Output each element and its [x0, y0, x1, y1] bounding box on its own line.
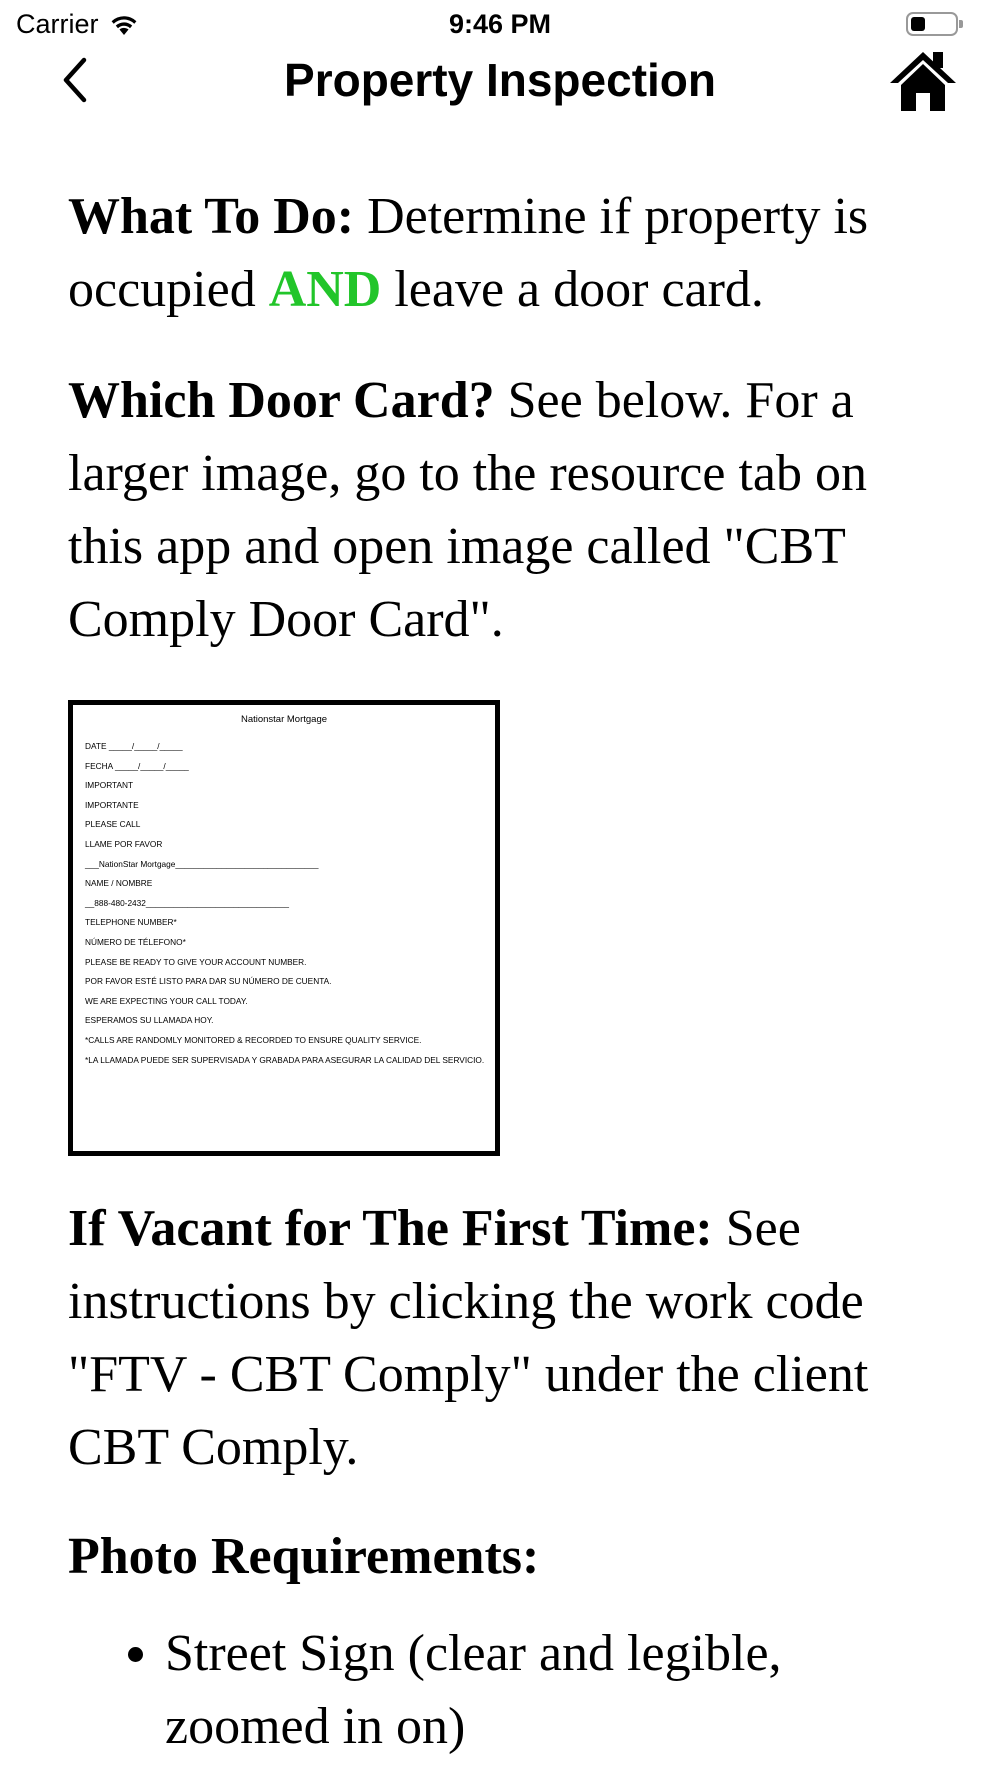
what-to-do-text: Determine if property is occupied: [68, 188, 869, 318]
which-door-card-paragraph: [68, 364, 948, 656]
what-to-do-heading: What To Do:: [68, 188, 355, 245]
page-title: Property Inspection: [284, 54, 716, 106]
door-card-line: TELEPHONE NUMBER*: [85, 917, 177, 928]
carrier-label: Carrier: [16, 9, 99, 39]
photo-requirements-list: [68, 1617, 948, 1763]
door-card-line: PLEASE CALL: [85, 819, 141, 830]
door-card-line: LLAME POR FAVOR: [85, 838, 163, 849]
photo-requirements-heading: [68, 1520, 948, 1593]
door-card-line: ___NationStar Mortgage_______________________________: [85, 858, 319, 869]
door-card-line: NÚMERO DE TÉLEFONO*: [85, 936, 186, 947]
list-item: • Street Sign (clear and legible, zoomed in on): [165, 1617, 948, 1763]
door-card-line: POR FAVOR ESTÉ LISTO PARA DAR SU NÚMERO DE CUENTA.: [85, 976, 332, 987]
door-card-line: *CALLS ARE RANDOMLY MONITORED & RECORDED TO ENSURE QUALITY SERVICE.: [85, 1034, 422, 1045]
navigation-bar: [0, 50, 1000, 110]
door-card-line: NAME / NOMBRE: [85, 878, 153, 889]
vacant-heading: If Vacant for The First Time:: [68, 1200, 713, 1257]
door-card-line: PLEASE BE READY TO GIVE YOUR ACCOUNT NUMBER.: [85, 956, 307, 967]
vacant-text: See instructions by clicking the work code "FTV - CBT Comply" under the client CBT Comply.: [68, 1200, 869, 1476]
what-to-do-text-end: leave a door card.: [381, 261, 764, 318]
door-card-title: Nationstar Mortgage: [240, 714, 328, 725]
status-bar: [0, 0, 1000, 50]
home-button[interactable]: [888, 50, 958, 114]
home-icon: [888, 50, 958, 114]
content-area[interactable]: [68, 180, 948, 1763]
door-card-image[interactable]: [68, 700, 500, 1156]
photo-requirements-label: Photo Requirements:: [68, 1528, 540, 1585]
door-card-line: WE ARE EXPECTING YOUR CALL TODAY.: [85, 995, 248, 1006]
status-time: 9:46 PM: [448, 9, 552, 39]
and-emphasis: AND: [268, 261, 382, 318]
door-card-line: ESPERAMOS SU LLAMADA HOY.: [85, 1015, 214, 1026]
door-card-line: *LA LLAMADA PUEDE SER SUPERVISADA Y GRABADA PARA ASEGURAR LA CALIDAD DEL SERVICIO.: [85, 1054, 485, 1065]
door-card-line: FECHA _____/_____/_____: [85, 760, 189, 771]
door-card-line: __888-480-2432_______________________________: [85, 897, 289, 908]
door-card-line: IMPORTANTE: [85, 799, 139, 810]
door-card-line: DATE _____/_____/_____: [85, 741, 183, 751]
what-to-do-paragraph: [68, 180, 948, 326]
which-door-card-heading: Which Door Card?: [68, 372, 495, 429]
battery-icon: [906, 12, 958, 36]
vacant-paragraph: [68, 1192, 948, 1484]
door-card-line: IMPORTANT: [85, 780, 134, 791]
which-door-card-text: See below. For a larger image, go to the resource tab on this app and open image called "CBT Comply Door Card".: [68, 372, 867, 648]
